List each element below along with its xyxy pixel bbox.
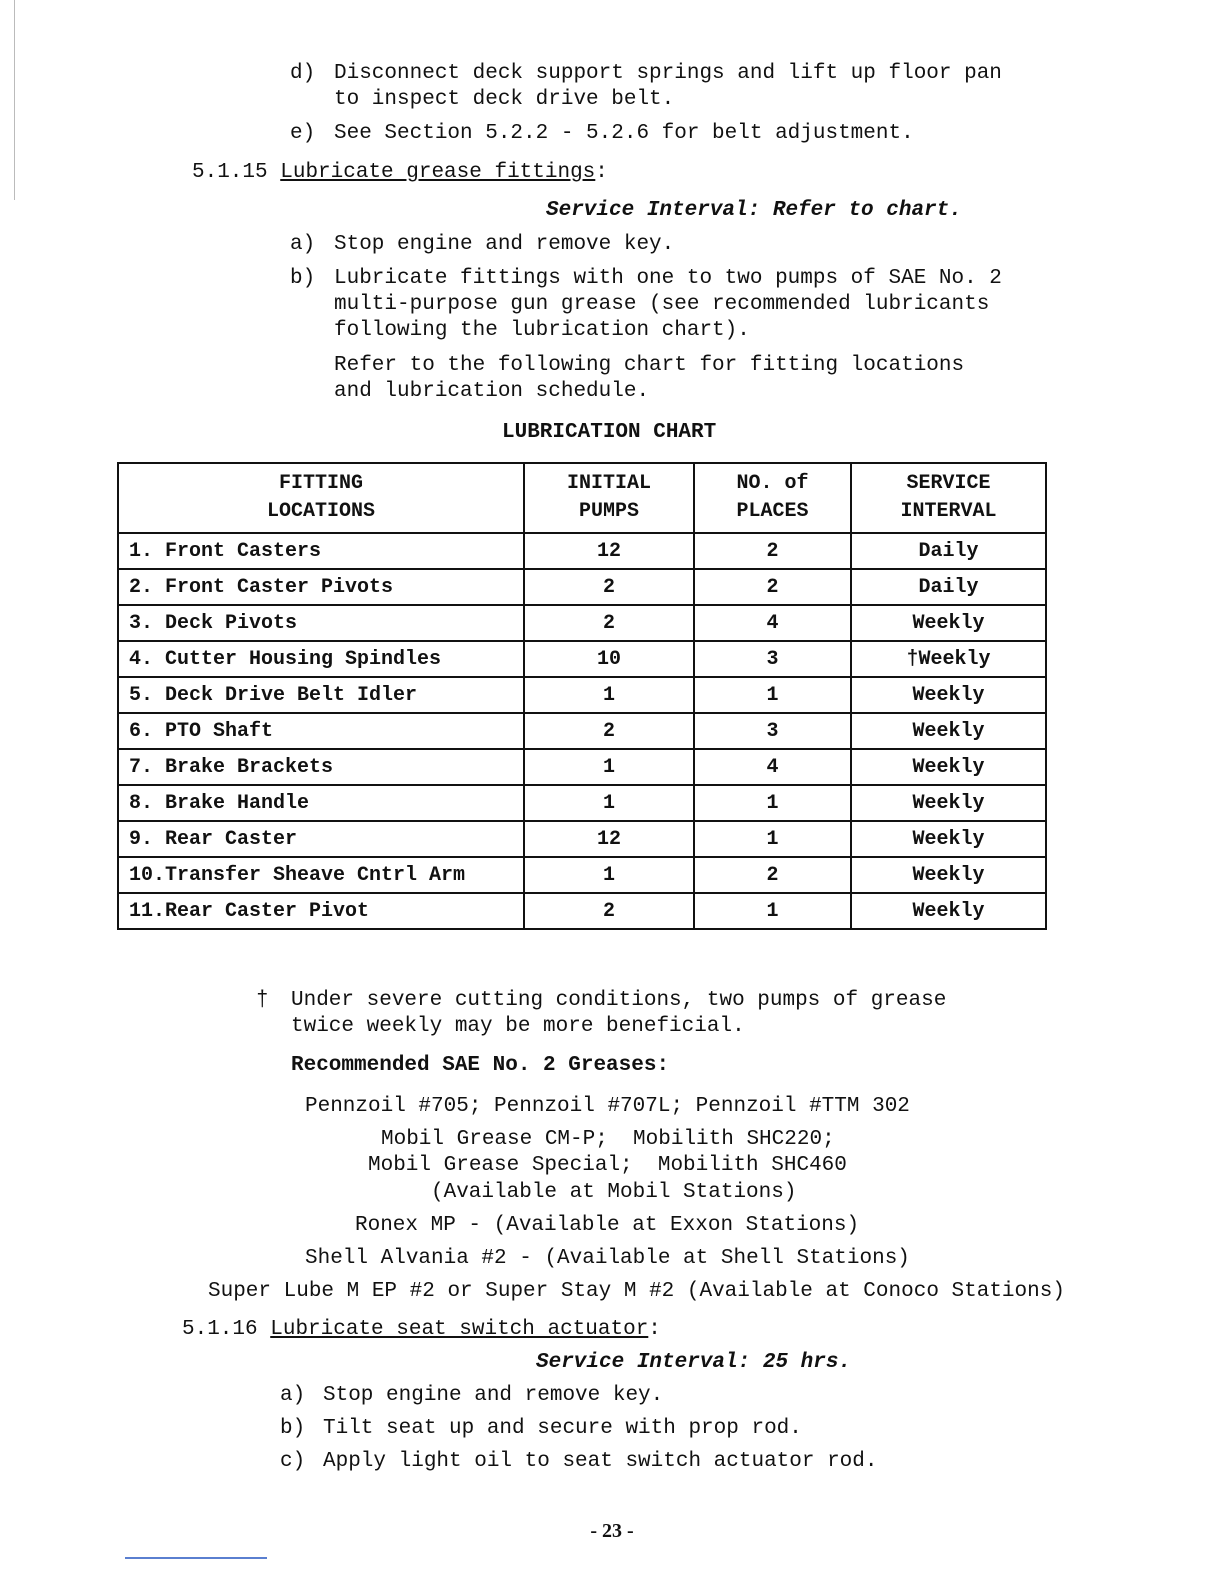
section-5-1-15-heading: [192, 160, 608, 186]
greases-line1: Pennzoil #705; Pennzoil #707L; Pennzoil #TTM 302: [305, 1095, 910, 1118]
cell-places: 2: [694, 533, 851, 569]
footnote-dagger: †: [256, 989, 269, 1012]
cell-pumps: 1: [524, 749, 694, 785]
greases-line2: Mobil Grease CM-P; Mobilith SHC220;: [381, 1128, 835, 1151]
cell-interval: Weekly: [851, 677, 1046, 713]
cell-location: 3. Deck Pivots: [118, 605, 524, 641]
table-row: [118, 857, 1046, 893]
lubrication-chart-table: [117, 462, 1047, 930]
cell-interval: Daily: [851, 533, 1046, 569]
cell-places: 4: [694, 605, 851, 641]
cell-location: 10.Transfer Sheave Cntrl Arm: [118, 857, 524, 893]
section-5-1-15-step-b-marker: b): [290, 267, 316, 290]
refer-text-line1: Refer to the following chart for fitting locations: [334, 354, 965, 377]
scan-edge-mark: [125, 1557, 267, 1559]
cell-interval: Weekly: [851, 605, 1046, 641]
cell-interval: Weekly: [851, 857, 1046, 893]
section-5-1-16-title: Lubricate seat switch actuator: [270, 1318, 649, 1341]
cell-pumps: 12: [524, 533, 694, 569]
step-d-text-line1: Disconnect deck support springs and lift up floor pan: [334, 62, 1002, 85]
cell-places: 2: [694, 569, 851, 605]
table-row: [118, 821, 1046, 857]
cell-interval: Weekly: [851, 821, 1046, 857]
step-d-marker: d): [290, 62, 316, 85]
refer-text-line2: and lubrication schedule.: [334, 380, 650, 403]
cell-places: 1: [694, 893, 851, 929]
cell-location: 1. Front Casters: [118, 533, 524, 569]
cell-pumps: 2: [524, 713, 694, 749]
cell-places: 1: [694, 785, 851, 821]
section-5-1-16-step-b-text: Tilt seat up and secure with prop rod.: [323, 1417, 802, 1440]
chart-title: LUBRICATION CHART: [502, 421, 717, 444]
section-5-1-15-service-interval: Service Interval: Refer to chart.: [546, 199, 962, 222]
header-fitting-locations: FITTING LOCATIONS: [118, 463, 524, 533]
table-row: [118, 641, 1046, 677]
header-service-interval: SERVICE INTERVAL: [851, 463, 1046, 533]
cell-places: 3: [694, 641, 851, 677]
cell-pumps: 1: [524, 677, 694, 713]
cell-pumps: 2: [524, 893, 694, 929]
cell-pumps: 12: [524, 821, 694, 857]
section-5-1-16-step-c-text: Apply light oil to seat switch actuator rod.: [323, 1450, 878, 1473]
cell-interval: Weekly: [851, 893, 1046, 929]
cell-places: 3: [694, 713, 851, 749]
table-header-row: [118, 463, 1046, 533]
cell-interval: †Weekly: [851, 641, 1046, 677]
section-5-1-15-step-b-line2: multi-purpose gun grease (see recommended lubricants: [334, 293, 990, 316]
cell-pumps: 2: [524, 569, 694, 605]
step-e-text: See Section 5.2.2 - 5.2.6 for belt adjustment.: [334, 122, 914, 145]
cell-location: 9. Rear Caster: [118, 821, 524, 857]
greases-heading: Recommended SAE No. 2 Greases:: [291, 1054, 670, 1077]
cell-location: 5. Deck Drive Belt Idler: [118, 677, 524, 713]
section-5-1-15-step-b-line1: Lubricate fittings with one to two pumps of SAE No. 2: [334, 267, 1002, 290]
cell-location: 6. PTO Shaft: [118, 713, 524, 749]
section-5-1-16-heading: [182, 1317, 661, 1343]
greases-line7: Super Lube M EP #2 or Super Stay M #2 (Available at Conoco Stations): [208, 1280, 1065, 1303]
section-5-1-15-step-a-text: Stop engine and remove key.: [334, 233, 675, 256]
greases-line5: Ronex MP - (Available at Exxon Stations): [355, 1214, 860, 1237]
step-d-text-line2: to inspect deck drive belt.: [334, 88, 675, 111]
table-row: [118, 569, 1046, 605]
scan-edge-line: [14, 0, 15, 200]
cell-interval: Weekly: [851, 749, 1046, 785]
table-row: [118, 749, 1046, 785]
table-row: [118, 785, 1046, 821]
cell-pumps: 1: [524, 785, 694, 821]
cell-places: 1: [694, 821, 851, 857]
section-5-1-16-service-interval: Service Interval: 25 hrs.: [536, 1351, 852, 1374]
cell-pumps: 1: [524, 857, 694, 893]
header-initial-pumps: INITIAL PUMPS: [524, 463, 694, 533]
cell-interval: Weekly: [851, 713, 1046, 749]
table-row: [118, 713, 1046, 749]
section-5-1-16-step-c-marker: c): [280, 1450, 306, 1473]
cell-places: 4: [694, 749, 851, 785]
greases-line6: Shell Alvania #2 - (Available at Shell Stations): [305, 1247, 910, 1270]
cell-interval: Daily: [851, 569, 1046, 605]
cell-location: 8. Brake Handle: [118, 785, 524, 821]
table-row: [118, 893, 1046, 929]
cell-location: 11.Rear Caster Pivot: [118, 893, 524, 929]
page-number: - 23 -: [590, 1520, 634, 1542]
cell-location: 2. Front Caster Pivots: [118, 569, 524, 605]
footnote-line1: Under severe cutting conditions, two pumps of grease: [291, 989, 947, 1012]
section-5-1-16-step-b-marker: b): [280, 1417, 306, 1440]
cell-places: 1: [694, 677, 851, 713]
section-5-1-16-number: 5.1.16: [182, 1318, 258, 1341]
greases-line3: Mobil Grease Special; Mobilith SHC460: [368, 1154, 847, 1177]
section-5-1-15-title: Lubricate grease fittings: [280, 161, 596, 184]
section-5-1-16-colon: :: [648, 1318, 661, 1341]
cell-interval: Weekly: [851, 785, 1046, 821]
section-5-1-16-step-a-marker: a): [280, 1384, 306, 1407]
section-5-1-15-step-a-marker: a): [290, 233, 316, 256]
footnote-line2: twice weekly may be more beneficial.: [291, 1015, 745, 1038]
section-5-1-15-colon: :: [595, 161, 608, 184]
header-no-of-places: NO. of PLACES: [694, 463, 851, 533]
section-5-1-15-step-b-line3: following the lubrication chart).: [334, 319, 750, 342]
greases-line4: (Available at Mobil Stations): [431, 1181, 797, 1204]
table-row: [118, 533, 1046, 569]
section-5-1-15-number: 5.1.15: [192, 161, 268, 184]
step-e-marker: e): [290, 122, 316, 145]
section-5-1-16-step-a-text: Stop engine and remove key.: [323, 1384, 664, 1407]
table-row: [118, 677, 1046, 713]
cell-pumps: 10: [524, 641, 694, 677]
cell-location: 7. Brake Brackets: [118, 749, 524, 785]
cell-pumps: 2: [524, 605, 694, 641]
table-row: [118, 605, 1046, 641]
cell-places: 2: [694, 857, 851, 893]
cell-location: 4. Cutter Housing Spindles: [118, 641, 524, 677]
